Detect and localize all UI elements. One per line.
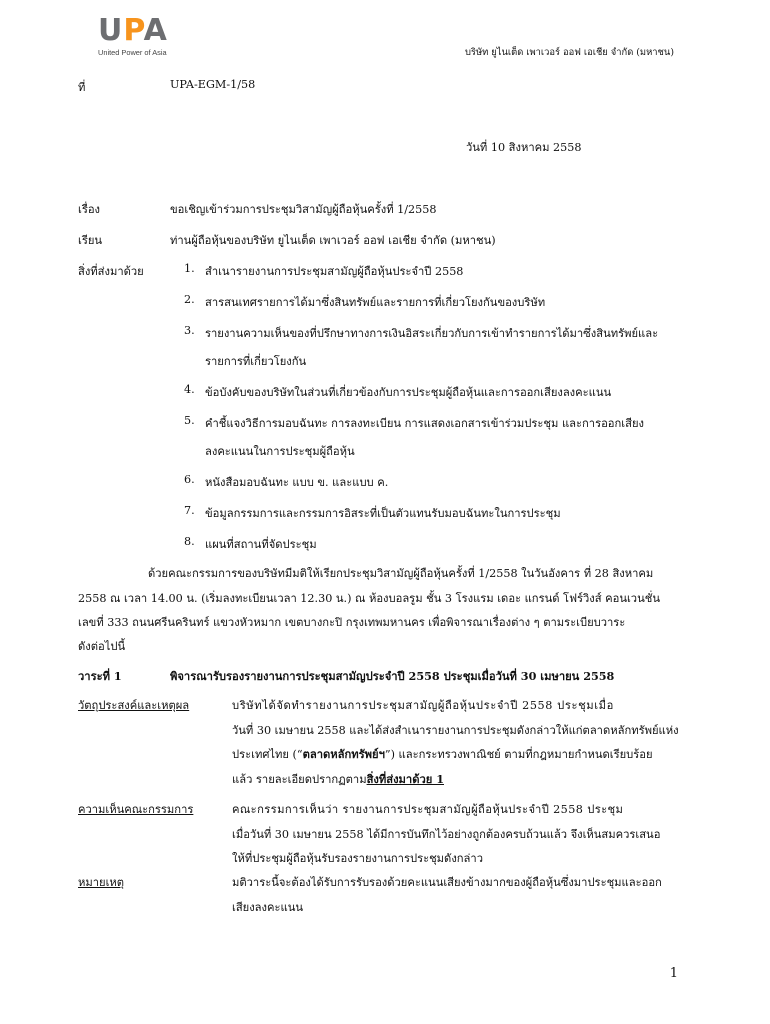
subject-label: เรื่อง	[78, 203, 101, 216]
company-header-name: บริษัท ยูไนเต็ด เพาเวอร์ ออฟ เอเชีย จำกัด (มหาชน)	[464, 47, 674, 58]
page-number: 1	[669, 966, 678, 981]
enclosure-number: 1.	[184, 262, 195, 275]
purpose-line: บริษัทได้จัดทำรายงานการประชุมสามัญผู้ถือหุ้นประจำปี 2558 ประชุมเมื่อ	[232, 699, 614, 712]
enclosure-number: 6.	[184, 473, 195, 486]
emphasis-text: ตลาดหลักทรัพย์ฯ	[302, 747, 385, 761]
enclosure-item: สำเนารายงานการประชุมสามัญผู้ถือหุ้นประจำปี 2558	[205, 265, 464, 278]
purpose-line: แล้ว รายละเอียดปรากฏตามสิ่งที่ส่งมาด้วย 1	[232, 771, 444, 786]
enclosure-item: ข้อมูลกรรมการและกรรมการอิสระที่เป็นตัวแทนรับมอบฉันทะในการประชุม	[205, 507, 561, 520]
logo-mark: UPA	[98, 13, 168, 48]
purpose-line: วันที่ 30 เมษายน 2558 และได้ส่งสำเนารายงานการประชุมดังกล่าวให้แก่ตลาดหลักทรัพย์แห่ง	[232, 723, 679, 737]
enclosure-number: 7.	[184, 504, 195, 517]
enclosure-number: 3.	[184, 324, 195, 337]
enclosure-item: ข้อบังคับของบริษัทในส่วนที่เกี่ยวข้องกับการประชุมผู้ถือหุ้นและการออกเสียงลงคะแนน	[205, 386, 612, 399]
enclosure-number: 2.	[184, 293, 195, 306]
remark-label: หมายเหตุ	[78, 876, 125, 889]
enclosure-item: รายงานความเห็นของที่ปรึกษาทางการเงินอิสระเกี่ยวกับการเข้าทำรายการได้มาซึ่งสินทรัพย์และ	[205, 327, 659, 340]
enclosure-item: หนังสือมอบฉันทะ แบบ ข. และแบบ ค.	[205, 476, 389, 489]
enclosure-item: คำชี้แจงวิธีการมอบฉันทะ การลงทะเบียน การแสดงเอกสารเข้าร่วมประชุม และการออกเสียง	[205, 417, 644, 430]
intro-line: ดังต่อไปนี้	[78, 640, 126, 653]
enclosure-item: สารสนเทศรายการได้มาซึ่งสินทรัพย์และรายการที่เกี่ยวโยงกันของบริษัท	[205, 296, 546, 309]
remark-line: เสียงลงคะแนน	[232, 900, 303, 914]
purpose-label: วัตถุประสงค์และเหตุผล	[78, 699, 190, 712]
enclosure-item-continued: รายการที่เกี่ยวโยงกัน	[205, 355, 307, 368]
remark-text	[232, 873, 680, 922]
purpose-text	[232, 696, 680, 794]
purpose-line: ประเทศไทย (“ตลาดหลักทรัพย์ฯ”) และกระทรวงพาณิชย์ ตามที่กฎหมายกำหนดเรียบร้อย	[232, 747, 653, 761]
enclosure-number: 8.	[184, 535, 195, 548]
intro-line: 2558 ณ เวลา 14.00 น. (เริ่มลงทะเบียนเวลา 12.30 น.) ณ ห้องบอลรูม ชั้น 3 โรงแรม เดอะ แกรนด์ โฟร์วิงส์ คอนเวนชั่น	[78, 592, 660, 605]
letter-date: วันที่ 10 สิงหาคม 2558	[466, 141, 582, 154]
remark-line: มติวาระนี้จะต้องได้รับการรับรองด้วยคะแนนเสียงข้างมากของผู้ถือหุ้นซึ่งมาประชุมและออก	[232, 876, 662, 889]
agenda-number: วาระที่ 1	[78, 669, 122, 683]
to-text: ท่านผู้ถือหุ้นของบริษัท ยูไนเต็ด เพาเวอร์ ออฟ เอเชีย จำกัด (มหาชน)	[170, 234, 496, 247]
agenda-title: พิจารณารับรองรายงานการประชุมสามัญประจำปี 2558 ประชุมเมื่อวันที่ 30 เมษายน 2558	[170, 669, 615, 683]
board-opinion-text	[232, 800, 680, 874]
enclosure-number: 4.	[184, 383, 195, 396]
emphasis-text: สิ่งที่ส่งมาด้วย 1	[366, 771, 444, 786]
intro-line: ด้วยคณะกรรมการของบริษัทมีมติให้เรียกประชุมวิสามัญผู้ถือหุ้นครั้งที่ 1/2558 ในวันอังคาร ที่ 28 สิงหาคม	[148, 567, 654, 580]
enclosures-label: สิ่งที่ส่งมาด้วย	[78, 265, 144, 278]
to-label: เรียน	[78, 234, 103, 247]
enclosure-item-continued: ลงคะแนนในการประชุมผู้ถือหุ้น	[205, 445, 355, 458]
enclosure-number: 5.	[184, 414, 195, 427]
ref-label: ที่	[78, 81, 86, 94]
company-logo	[98, 13, 190, 62]
logo-tagline: United Power of Asia	[98, 48, 167, 57]
board-opinion-line: เมื่อวันที่ 30 เมษายน 2558 ได้มีการบันทึกไว้อย่างถูกต้องครบถ้วนแล้ว จึงเห็นสมควรเสนอ	[232, 827, 661, 841]
subject-text: ขอเชิญเข้าร่วมการประชุมวิสามัญผู้ถือหุ้นครั้งที่ 1/2558	[170, 203, 437, 216]
ref-number: UPA-EGM-1/58	[170, 78, 256, 91]
board-opinion-label: ความเห็นคณะกรรมการ	[78, 803, 194, 816]
intro-line: เลขที่ 333 ถนนศรีนครินทร์ แขวงหัวหมาก เขตบางกะปิ กรุงเทพมหานคร เพื่อพิจารณาเรื่องต่าง ๆ ตามระเบียบวาระ	[78, 616, 626, 629]
enclosure-item: แผนที่สถานที่จัดประชุม	[205, 538, 317, 551]
board-opinion-line: ให้ที่ประชุมผู้ถือหุ้นรับรองรายงานการประชุมดังกล่าว	[232, 852, 483, 865]
board-opinion-line: คณะกรรมการเห็นว่า รายงานการประชุมสามัญผู้ถือหุ้นประจำปี 2558 ประชุม	[232, 803, 624, 816]
